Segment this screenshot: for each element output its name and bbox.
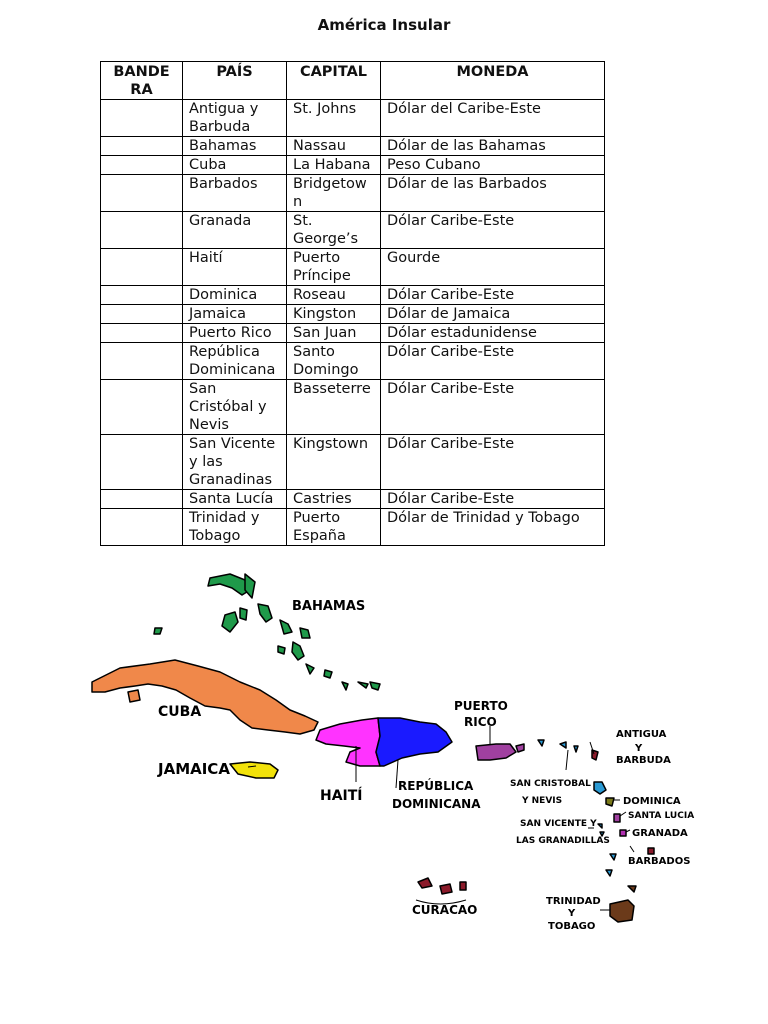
table-row xyxy=(101,509,605,546)
dominica-shape xyxy=(606,798,614,806)
flag-cell xyxy=(101,380,183,435)
country-cell: Dominica xyxy=(183,286,287,305)
table-row xyxy=(101,100,605,137)
flag-cell xyxy=(101,305,183,324)
capital-cell: St. George’s xyxy=(287,212,381,249)
header-bandera: BANDE RA xyxy=(101,62,183,100)
countries-table xyxy=(100,61,605,546)
capital-cell: San Juan xyxy=(287,324,381,343)
haiti-shape xyxy=(316,718,380,766)
flag-cell xyxy=(101,156,183,175)
table-row xyxy=(101,249,605,286)
label-barbados: BARBADOS xyxy=(628,856,691,867)
country-cell: Puerto Rico xyxy=(183,324,287,343)
currency-cell: Dólar estadunidense xyxy=(381,324,605,343)
label-trinidad-1: TRINIDAD xyxy=(546,896,601,907)
capital-cell: Nassau xyxy=(287,137,381,156)
jamaica-shape xyxy=(230,762,278,778)
capital-cell: Basseterre xyxy=(287,380,381,435)
capital-cell: Kingstown xyxy=(287,435,381,490)
table-row xyxy=(101,324,605,343)
currency-cell: Dólar Caribe-Este xyxy=(381,435,605,490)
label-san-cristobal-1: SAN CRISTOBAL xyxy=(510,779,591,789)
label-granada: GRANADA xyxy=(632,828,688,839)
country-cell: Jamaica xyxy=(183,305,287,324)
label-antigua-2: Y xyxy=(635,743,643,754)
country-cell: Cuba xyxy=(183,156,287,175)
country-cell: Santa Lucía xyxy=(183,490,287,509)
header-capital: CAPITAL xyxy=(287,62,381,100)
label-jamaica: JAMAICA xyxy=(158,760,230,778)
header-moneda: MONEDA xyxy=(381,62,605,100)
country-cell: San Vicente y las Granadinas xyxy=(183,435,287,490)
trinidad-shape xyxy=(610,900,634,922)
capital-cell: Roseau xyxy=(287,286,381,305)
page-title: América Insular xyxy=(317,16,451,34)
label-antigua-1: ANTIGUA xyxy=(616,729,667,740)
currency-cell: Dólar del Caribe-Este xyxy=(381,100,605,137)
table-row xyxy=(101,156,605,175)
capital-cell: Santo Domingo xyxy=(287,343,381,380)
flag-cell xyxy=(101,286,183,305)
label-curacao: CURACAO xyxy=(412,903,478,917)
currency-cell: Peso Cubano xyxy=(381,156,605,175)
capital-cell: St. Johns xyxy=(287,100,381,137)
granadinas-islands xyxy=(598,824,616,876)
curacao-islands xyxy=(418,878,466,894)
caribbean-map xyxy=(80,560,710,940)
currency-cell: Dólar de Trinidad y Tobago xyxy=(381,509,605,546)
currency-cell: Dólar de las Barbados xyxy=(381,175,605,212)
label-santa-lucia: SANTA LUCIA xyxy=(628,811,695,821)
table-row xyxy=(101,137,605,156)
label-san-vicente-1: SAN VICENTE Y xyxy=(520,819,597,829)
currency-cell: Dólar de Jamaica xyxy=(381,305,605,324)
flag-cell xyxy=(101,490,183,509)
label-trinidad-2: Y xyxy=(568,908,576,919)
table-row xyxy=(101,343,605,380)
capital-cell: Puerto Príncipe xyxy=(287,249,381,286)
label-puerto-rico-1: PUERTO xyxy=(454,699,508,713)
flag-cell xyxy=(101,324,183,343)
country-cell: Haití xyxy=(183,249,287,286)
isla-juventud-shape xyxy=(128,690,140,702)
label-dominica: DOMINICA xyxy=(623,796,681,807)
currency-cell: Dólar Caribe-Este xyxy=(381,212,605,249)
flag-cell xyxy=(101,509,183,546)
barbados-shape xyxy=(648,848,654,854)
table-row xyxy=(101,175,605,212)
label-puerto-rico-2: RICO xyxy=(464,715,497,729)
capital-cell: La Habana xyxy=(287,156,381,175)
table-row xyxy=(101,435,605,490)
table-header-row xyxy=(101,62,605,100)
label-san-cristobal-2: Y NEVIS xyxy=(522,796,563,806)
label-antigua-3: BARBUDA xyxy=(616,755,671,766)
country-cell: Bahamas xyxy=(183,137,287,156)
table-row xyxy=(101,286,605,305)
flag-cell xyxy=(101,343,183,380)
country-cell: Antigua y Barbuda xyxy=(183,100,287,137)
table-row xyxy=(101,305,605,324)
santa-lucia-shape xyxy=(614,814,620,822)
country-cell: Barbados xyxy=(183,175,287,212)
country-cell: Granada xyxy=(183,212,287,249)
flag-cell xyxy=(101,249,183,286)
currency-cell: Gourde xyxy=(381,249,605,286)
currency-cell: Dólar de las Bahamas xyxy=(381,137,605,156)
currency-cell: Dólar Caribe-Este xyxy=(381,343,605,380)
rep-dom-shape xyxy=(376,718,452,766)
flag-cell xyxy=(101,212,183,249)
currency-cell: Dólar Caribe-Este xyxy=(381,490,605,509)
granada-shape xyxy=(620,830,626,836)
label-cuba: CUBA xyxy=(158,704,202,720)
map-svg xyxy=(80,560,710,940)
label-bahamas: BAHAMAS xyxy=(292,599,366,614)
country-cell: San Cristóbal y Nevis xyxy=(183,380,287,435)
capital-cell: Bridgetow n xyxy=(287,175,381,212)
table-row xyxy=(101,490,605,509)
label-haiti: HAITÍ xyxy=(320,788,363,804)
label-rep-dom-2: DOMINICANA xyxy=(392,797,481,811)
currency-cell: Dólar Caribe-Este xyxy=(381,380,605,435)
currency-cell: Dólar Caribe-Este xyxy=(381,286,605,305)
label-san-vicente-2: LAS GRANADILLAS xyxy=(516,836,610,846)
capital-cell: Puerto España xyxy=(287,509,381,546)
capital-cell: Castries xyxy=(287,490,381,509)
cuba-shape xyxy=(92,660,318,734)
header-pais: PAÍS xyxy=(183,62,287,100)
table-row xyxy=(101,212,605,249)
table-row xyxy=(101,380,605,435)
flag-cell xyxy=(101,435,183,490)
label-trinidad-3: TOBAGO xyxy=(548,921,596,932)
label-rep-dom-1: REPÚBLICA xyxy=(398,779,474,793)
country-cell: República Dominicana xyxy=(183,343,287,380)
table-body xyxy=(101,100,605,546)
flag-cell xyxy=(101,100,183,137)
country-cell: Trinidad y Tobago xyxy=(183,509,287,546)
flag-cell xyxy=(101,137,183,156)
puerto-rico-shape xyxy=(476,744,516,760)
capital-cell: Kingston xyxy=(287,305,381,324)
flag-cell xyxy=(101,175,183,212)
